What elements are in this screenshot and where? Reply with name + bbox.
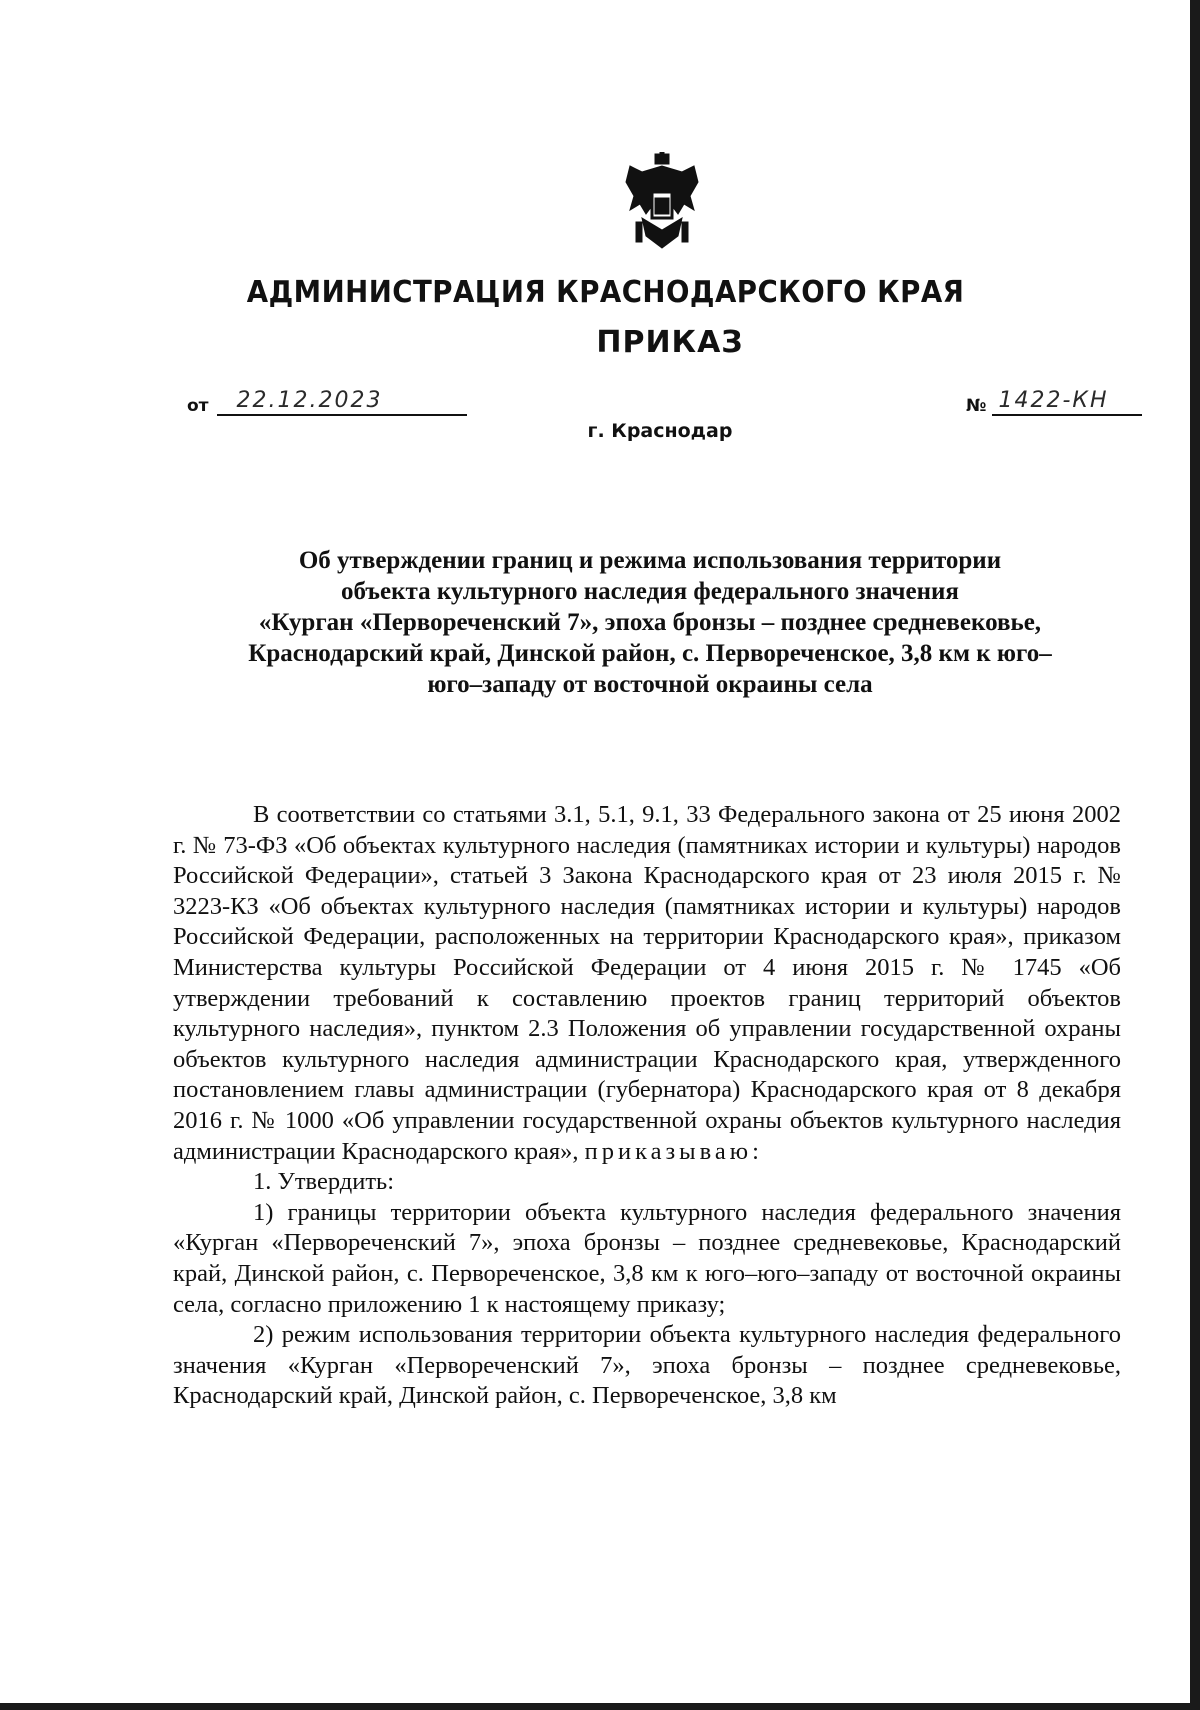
preamble-text: В соответствии со статьями 3.1, 5.1, 9.1, 33 Федерального закона от 25 июня 2002 г. № 73-ФЗ «Об объектах культурного наследия (памятниках истории и культуры) народов Российской Федерации», статьей 3 Закона Краснодарского края от 23 июля 2015 г. № 3223-КЗ «Об объектах культурного наследия (памятниках истории и культуры) народов Российской Федерации, расположенных на территории Краснодарского края», приказом Министерства культуры Российской Федерации от 4 июня 2015 г. № 1745 «Об утверждении требований к составлению проектов границ территорий объектов культурного наследия», пунктом 2.3 Положения об управлении государственной охраны объектов культурного наследия администрации Краснодарского края, утвержденного постановлением главы администрации (губернатора) Краснодарского края от 8 декабря 2016 г. № 1000 «Об управлении государственной охраны объектов культурного наследия администрации Краснодарского края», [173,801,1121,1165]
title-line: «Курган «Первореченский 7», эпоха бронзы – позднее средневековье, [258,609,1042,636]
date-value: 22.12.2023 [236,388,383,413]
title-line: объекта культурного наследия федерального значения [341,578,959,605]
order-word: приказываю: [584,1137,763,1165]
item-1-1: 1) границы территории объекта культурного наследия федерального значения «Курган «Первореченский 7», эпоха бронзы – позднее средневековье, Краснодарский край, Динской район, с. Первореченское, 3,8 км к юго–юго–западу от восточной окраины села, согласно приложению 1 к настоящему приказу; [173,1198,1121,1318]
preamble-paragraph [173,800,1121,1167]
number-prefix: № [966,396,987,416]
item-1-2: 2) режим использования территории объекта культурного наследия федерального значения «Курган «Первореченский 7», эпоха бронзы – позднее средневековье, Краснодарский край, Динской район, с. Первореченское, 3,8 км [173,1321,1121,1410]
title-line: Об утверждении границ и режима использования территории [298,547,1002,574]
document-type: ПРИКАЗ [596,325,744,360]
date-underline [217,388,467,416]
document-title [175,545,1125,700]
item-1: 1. Утвердить: [253,1168,395,1196]
title-line: юго–западу от восточной окраины села [427,671,873,698]
order-date [187,388,467,416]
number-underline [992,388,1142,416]
order-number [966,388,1142,416]
scan-edge-right [1190,0,1200,1710]
scan-edge-bottom [0,1703,1200,1710]
date-prefix: от [187,396,209,416]
number-value: 1422-КН [998,388,1109,413]
title-line: Краснодарский край, Динской район, с. Первореченское, 3,8 км к юго– [248,640,1052,667]
document-body [173,800,1121,1412]
organization-name: АДМИНИСТРАЦИЯ КРАСНОДАРСКОГО КРАЯ [246,275,965,310]
city: г. Краснодар [587,420,733,442]
coat-of-arms-emblem [622,152,702,252]
